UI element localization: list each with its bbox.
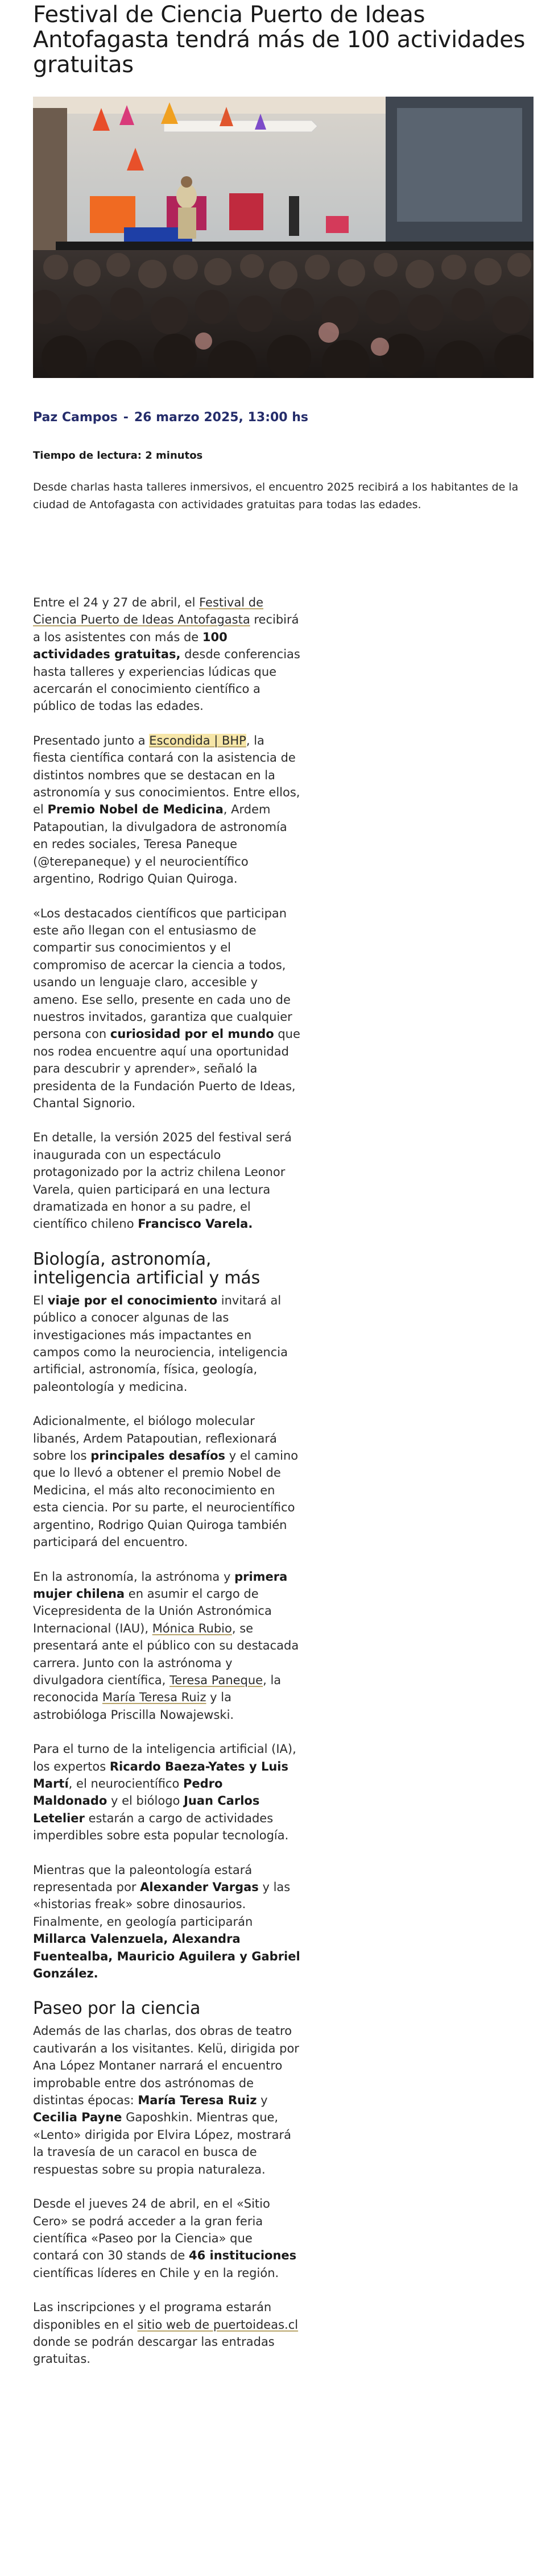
paragraph: En detalle, la versión 2025 del festival será inaugurada con un espectáculo protagonizado por la actriz chilena Leonor Varela, quien participará en una lectura dramatizada en honor a su padre, el científico chileno Francisco Varela. <box>33 1131 292 1231</box>
website-link[interactable]: sitio web de puertoideas.cl <box>137 2317 299 2332</box>
paragraph: El viaje por el conocimiento invitará al público a conocer algunas de las investigaciones más impactantes en campos como la neurociencia, inteligencia artificial, astronomía, física, geología, paleontología y medicina. <box>33 1293 288 1394</box>
paragraph: Mientras que la paleontología estará representada por Alexander Vargas y las «historias freak» sobre dinosaurios. Finalmente, en geología participarán Millarca Valenzuela, Alexandra Fuentealba, Mauricio Aguilera y Gabriel González. <box>33 1863 300 1981</box>
article-body <box>33 594 300 2385</box>
sponsor-link[interactable]: Escondida | BHP <box>149 733 246 747</box>
byline <box>33 410 308 425</box>
section-heading: Paseo por la ciencia <box>33 1999 201 2019</box>
hero-photo <box>33 97 534 378</box>
festival-stage-illustration <box>33 97 534 378</box>
festival-link[interactable]: Festival de Ciencia Puerto de Ideas Antofagasta <box>33 596 264 627</box>
article-lead: Desde charlas hasta talleres inmersivos, el encuentro 2025 recibirá a los habitantes de la ciudad de Antofagasta con actividades gratuitas para todas las edades. <box>33 481 519 511</box>
article-title: Festival de Ciencia Puerto de Ideas Antofagasta tendrá más de 100 actividades gratuitas <box>33 2 526 78</box>
section-heading: Biología, astronomía, inteligencia artificial y más <box>33 1249 260 1288</box>
byline-separator: - <box>123 410 129 425</box>
paragraph: Además de las charlas, dos obras de teatro cautivarán a los visitantes. Kelü, dirigida por Ana López Montaner narrará el encuentro improbable entre dos astrónomas de distintas épocas: María Teresa Ruiz y Cecilia Payne Gaposhkin. Mientras que, «Lento» dirigida por Elvira López, mostrará la travesía de un caracol en busca de respuestas sobre su propia naturaleza. <box>33 2024 299 2176</box>
paragraph: Desde el jueves 24 de abril, en el «Sitio Cero» se podrá acceder a la gran feria científica «Paseo por la Ciencia» que contará con 30 stands de 46 instituciones científicas líderes en Chile y en la región. <box>33 2197 297 2280</box>
paragraph: En la astronomía, la astrónoma y primera mujer chilena en asumir el cargo de Vicepresidenta de la Unión Astronómica Internacional (IAU), Mónica Rubio, se presentará ante el público con su destacada carrera. Junto con la astrónoma y divulgadora científica, Teresa Paneque, la reconocida María Teresa Ruiz y la astrobióloga Priscilla Nowajewski. <box>33 1569 299 1722</box>
paragraph: Para el turno de la inteligencia artificial (IA), los expertos Ricardo Baeza-Yates y Luis Martí, el neurocientífico Pedro Maldonado y el biólogo Juan Carlos Letelier estarán a cargo de actividades imperdibles sobre esta popular tecnología. <box>33 1742 296 1843</box>
paragraph: Entre el 24 y 27 de abril, el Festival de Ciencia Puerto de Ideas Antofagasta recibirá a los asistentes con más de 100 actividades gratuitas, desde conferencias hasta talleres y experiencias lúdicas que acercarán el conocimiento científico a público de todas las edades. <box>33 596 300 713</box>
person-link-teresa-paneque[interactable]: Teresa Paneque <box>169 1673 263 1687</box>
author-name[interactable]: Paz Campos <box>33 410 118 425</box>
publish-date: 26 marzo 2025, 13:00 hs <box>134 410 309 425</box>
paragraph: Adicionalmente, el biólogo molecular libanés, Ardem Patapoutian, reflexionará sobre los principales desafíos y el camino que lo llevó a obtener el premio Nobel de Medicina, el más alto reconocimiento en esta ciencia. Por su parte, el neurocientífico argentino, Rodrigo Quian Quiroga también participará del encuentro. <box>33 1414 299 1549</box>
paragraph: Presentado junto a Escondida | BHP, la fiesta científica contará con la asistencia de distintos nombres que se destacan en la astronomía y sus conocimientos. Entre ellos, el Premio Nobel de Medicina, Ardem Patapoutian, la divulgadora de astronomía en redes sociales, Teresa Paneque (@terepaneque) y el neurocientífico argentino, Rodrigo Quian Quiroga. <box>33 733 300 886</box>
person-link-monica-rubio[interactable]: Mónica Rubio <box>152 1621 232 1635</box>
paragraph: Las inscripciones y el programa estarán disponibles en el sitio web de puertoideas.cl donde se podrán descargar las entradas gratuitas. <box>33 2300 299 2366</box>
reading-time: Tiempo de lectura: 2 minutos <box>33 450 203 462</box>
person-link-maria-teresa-ruiz[interactable]: María Teresa Ruiz <box>102 1690 206 1705</box>
paragraph: «Los destacados científicos que participan este año llegan con el entusiasmo de compartir sus conocimientos y el compromiso de acercar la ciencia a todos, usando un lenguaje claro, accesible y ameno. Ese sello, presente en cada uno de nuestros invitados, garantiza que cualquier persona con curiosidad por el mundo que nos rodea encuentre aquí una oportunidad para descubrir y aprender», señaló la presidenta de la Fundación Puerto de Ideas, Chantal Signorio. <box>33 906 300 1110</box>
